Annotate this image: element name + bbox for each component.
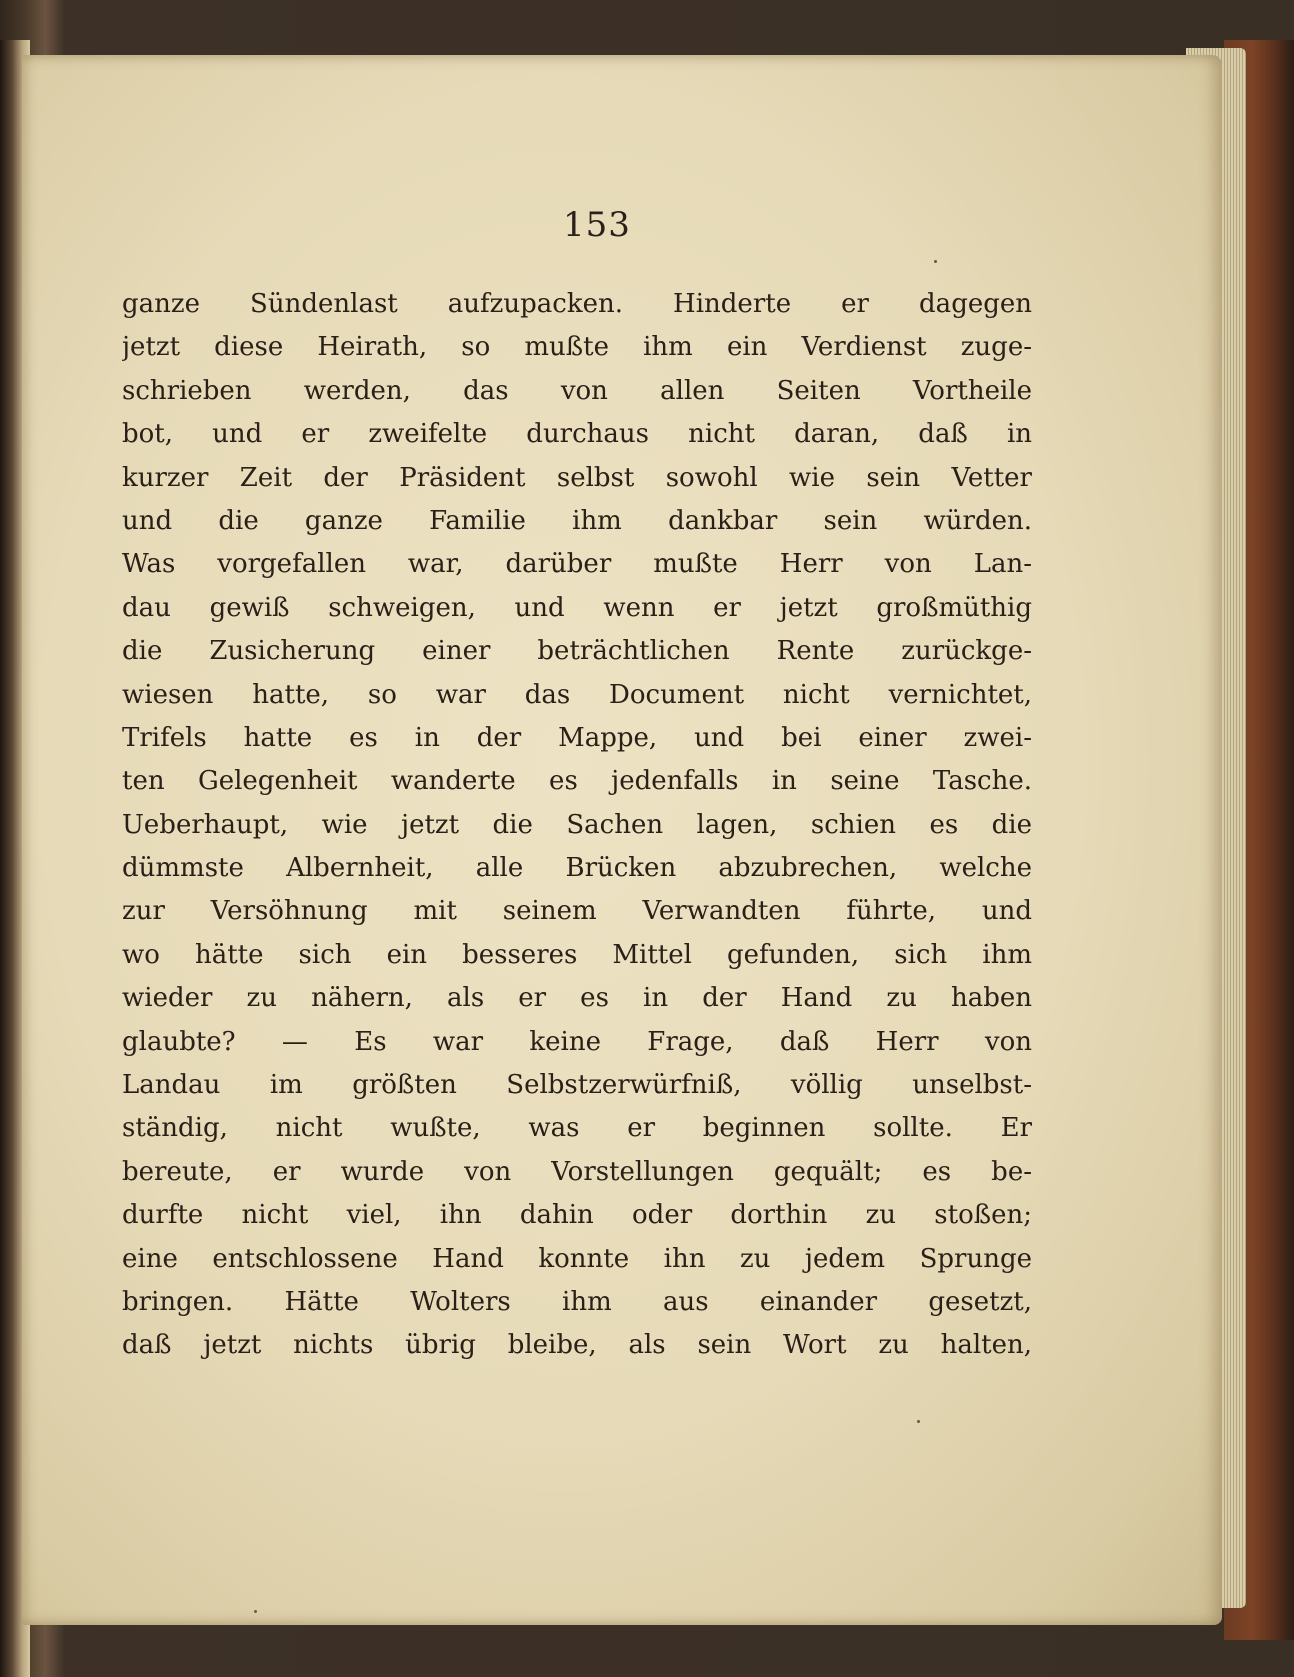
- text-line: und die ganze Familie ihm dankbar sein würden.: [122, 505, 1032, 536]
- text-line: schrieben werden, das von allen Seiten Vortheile: [122, 375, 1032, 406]
- text-line: dümmste Albernheit, alle Brücken abzubrechen, welche: [122, 853, 1032, 884]
- text-line: ganze Sündenlast aufzupacken. Hinderte er dagegen: [122, 289, 1032, 319]
- text-line: bereute, er wurde von Vorstellungen gequält; es be-: [122, 1156, 1032, 1187]
- text-line: Trifels hatte es in der Mappe, und bei einer zwei-: [122, 722, 1032, 753]
- text-line: bot, und er zweifelte durchaus nicht daran, daß in: [122, 419, 1032, 450]
- page-sheet: [22, 55, 1222, 1625]
- text-line: Landau im größten Selbstzerwürfniß, völlig unselbst-: [122, 1070, 1032, 1101]
- text-line: glaubte? — Es war keine Frage, daß Herr von: [122, 1026, 1032, 1057]
- text-line: die Zusicherung einer beträchtlichen Rente zurückge-: [122, 636, 1032, 667]
- text-line: durfte nicht viel, ihn dahin oder dorthin zu stoßen;: [122, 1200, 1032, 1231]
- text-line: ten Gelegenheit wanderte es jedenfalls in seine Tasche.: [122, 766, 1032, 797]
- text-line: Ueberhaupt, wie jetzt die Sachen lagen, schien es die: [122, 809, 1032, 840]
- text-line: bringen. Hätte Wolters ihm aus einander gesetzt,: [122, 1286, 1032, 1317]
- text-line: daß jetzt nichts übrig bleibe, als sein Wort zu halten,: [122, 1330, 1032, 1361]
- text-line: ständig, nicht wußte, was er beginnen sollte. Er: [122, 1113, 1032, 1144]
- text-line: wieder zu nähern, als er es in der Hand zu haben: [122, 983, 1032, 1014]
- text-line: dau gewiß schweigen, und wenn er jetzt großmüthig: [122, 592, 1032, 623]
- text-line: eine entschlossene Hand konnte ihn zu jedem Sprunge: [122, 1243, 1032, 1274]
- paper-speck: [917, 1420, 920, 1423]
- text-line: zur Versöhnung mit seinem Verwandten führte, und: [122, 896, 1032, 927]
- text-line: wiesen hatte, so war das Document nicht vernichtet,: [122, 679, 1032, 710]
- text-line: jetzt diese Heirath, so mußte ihm ein Verdienst zuge-: [122, 332, 1032, 363]
- paper-speck: [254, 1610, 257, 1613]
- body-text: [122, 283, 1032, 1368]
- paper-speck: [934, 260, 937, 263]
- text-line: Was vorgefallen war, darüber mußte Herr von Lan-: [122, 549, 1032, 580]
- text-line: kurzer Zeit der Präsident selbst sowohl wie sein Vetter: [122, 462, 1032, 493]
- text-line: wo hätte sich ein besseres Mittel gefunden, sich ihm: [122, 939, 1032, 970]
- page-number: 153: [563, 205, 631, 245]
